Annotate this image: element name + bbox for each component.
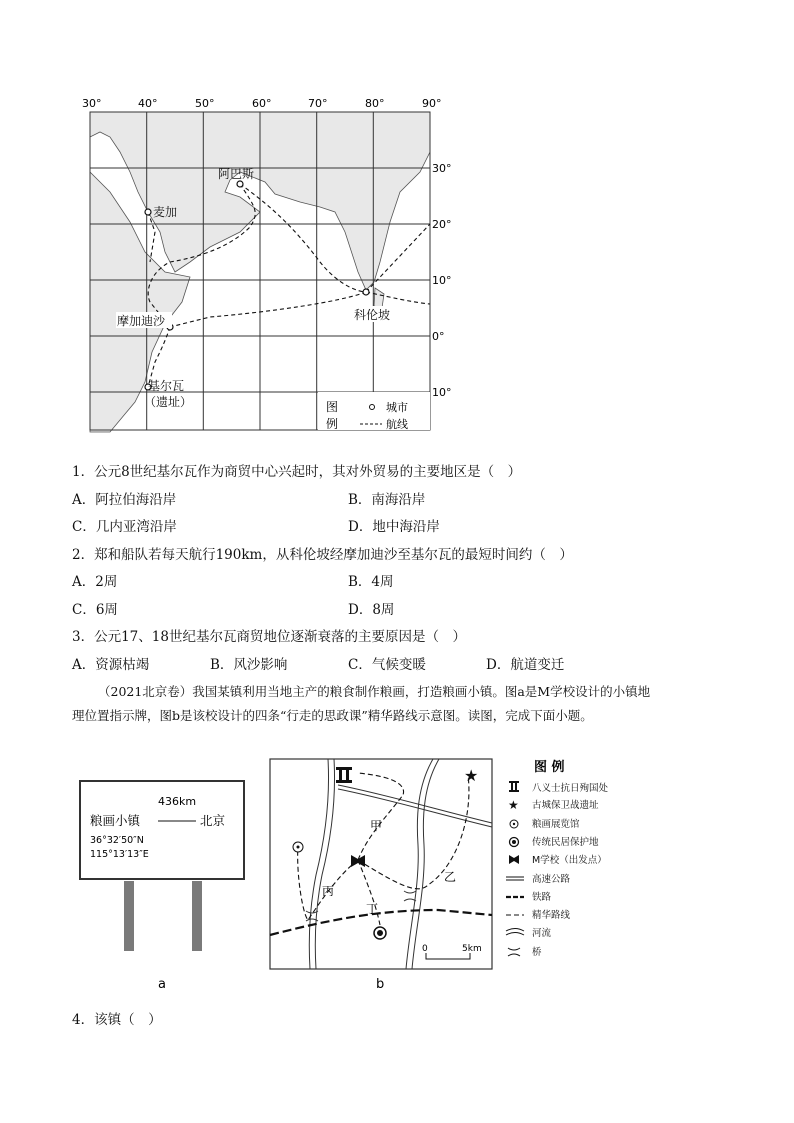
label-jia: 甲	[370, 819, 383, 833]
legend-item: 古城保卫战遗址	[532, 800, 599, 811]
map1-legend	[318, 392, 430, 431]
legend-item: 桥	[532, 947, 542, 958]
lat-label: 10°	[432, 274, 452, 287]
label-bing: 丙	[322, 884, 335, 898]
question-1-option-d[interactable]: D．地中海沿岸	[348, 519, 440, 535]
question-3-option-c[interactable]: C．气候变暖	[348, 657, 426, 673]
indian-ocean-route-map	[80, 92, 460, 454]
figure-a-caption: a	[158, 977, 166, 992]
city-label-mecca: 麦加	[153, 205, 178, 219]
city-marker-abbas	[237, 181, 243, 187]
question-3-option-a[interactable]: A．资源枯竭	[72, 657, 150, 673]
lat-label: 10°	[432, 386, 452, 399]
scale-zero: 0	[422, 944, 428, 954]
lon-label: 80°	[365, 97, 385, 110]
question-2-option-d[interactable]: D．8周	[348, 602, 395, 618]
question-4-stem: 4．该镇（ ）	[72, 1012, 162, 1028]
intro-line-1: （2021北京卷）我国某镇利用当地主产的粮食制作粮画，打造粮画小镇。图a是M学校设计的小镇地	[98, 684, 651, 699]
lon-label: 70°	[308, 97, 328, 110]
sign-lon: 115°13′13″E	[90, 849, 149, 860]
lon-label: 40°	[138, 97, 158, 110]
question-3-stem: 3．公元17、18世纪基尔瓦商贸地位逐渐衰落的主要原因是（ ）	[72, 629, 466, 645]
city-label-colombo: 科伦坡	[354, 308, 391, 322]
legend-item: 八义士抗日殉国处	[532, 783, 609, 794]
ancient-battle-site-star: ★	[464, 766, 479, 785]
legend-item: 铁路	[532, 892, 552, 903]
svg-text:★: ★	[508, 798, 519, 812]
question-3-option-d[interactable]: D．航道变迁	[486, 657, 565, 673]
figure-b-route-map	[268, 755, 498, 995]
sign-distance: 436km	[158, 795, 197, 808]
legend-title: 图 例	[534, 760, 565, 775]
sign-town: 粮画小镇	[90, 813, 141, 828]
lon-label: 90°	[422, 97, 442, 110]
figure-b-legend	[504, 755, 644, 965]
label-yi: 乙	[444, 870, 457, 884]
intro-line-2: 理位置指示牌，图b是该校设计的四条“行走的思政课”精华路线示意图。读图，完成下面小题。	[72, 708, 593, 723]
figure-b-caption: b	[376, 977, 385, 992]
legend-item: 粮画展览馆	[532, 819, 580, 830]
legend-item: M学校（出发点）	[532, 855, 607, 866]
legend-item: 精华路线	[532, 910, 571, 921]
question-1-option-c[interactable]: C．几内亚湾沿岸	[72, 519, 177, 535]
legend-item: 传统民居保护地	[532, 837, 599, 848]
city-label-mogadishu: 摩加迪沙	[117, 314, 166, 328]
city-label-kilwa-ruins: （遗址）	[144, 395, 193, 409]
legend-title: 图	[326, 400, 339, 414]
question-2-option-a[interactable]: A．2周	[72, 574, 118, 590]
scale-5km: 5km	[462, 944, 482, 954]
legend-item: 河流	[532, 928, 552, 939]
legend-route-label: 航线	[386, 418, 408, 431]
question-2-option-c[interactable]: C．6周	[72, 602, 118, 618]
lat-label: 0°	[432, 330, 445, 343]
lon-label: 60°	[252, 97, 272, 110]
city-label-abbas: 阿巴斯	[218, 167, 255, 181]
legend-title: 例	[326, 417, 339, 431]
city-marker-mecca	[145, 209, 151, 215]
label-ding: 丁	[366, 902, 379, 916]
legend-item: 高速公路	[532, 874, 571, 885]
question-3-option-b[interactable]: B．风沙影响	[210, 657, 288, 673]
question-1-option-b[interactable]: B．南海沿岸	[348, 492, 426, 508]
question-1-option-a[interactable]: A．阿拉伯海沿岸	[72, 492, 177, 508]
figure-a-signboard	[78, 775, 258, 995]
city-label-kilwa: 基尔瓦	[148, 379, 185, 393]
question-2-option-b[interactable]: B．4周	[348, 574, 394, 590]
lon-label: 30°	[82, 97, 102, 110]
lat-label: 30°	[432, 162, 452, 175]
lon-label: 50°	[195, 97, 215, 110]
question-1-stem: 1．公元8世纪基尔瓦作为商贸中心兴起时，其对外贸易的主要地区是（ ）	[72, 464, 522, 480]
section-intro	[72, 680, 732, 728]
city-marker-colombo	[363, 289, 369, 295]
legend-city-label: 城市	[386, 401, 408, 414]
sign-city: 北京	[200, 813, 226, 828]
lat-label: 20°	[432, 218, 452, 231]
legend-city-icon	[370, 405, 375, 410]
sign-lat: 36°32′50″N	[90, 835, 144, 846]
question-2-stem: 2．郑和船队若每天航行190km，从科伦坡经摩加迪沙至基尔瓦的最短时间约（ ）	[72, 547, 573, 563]
